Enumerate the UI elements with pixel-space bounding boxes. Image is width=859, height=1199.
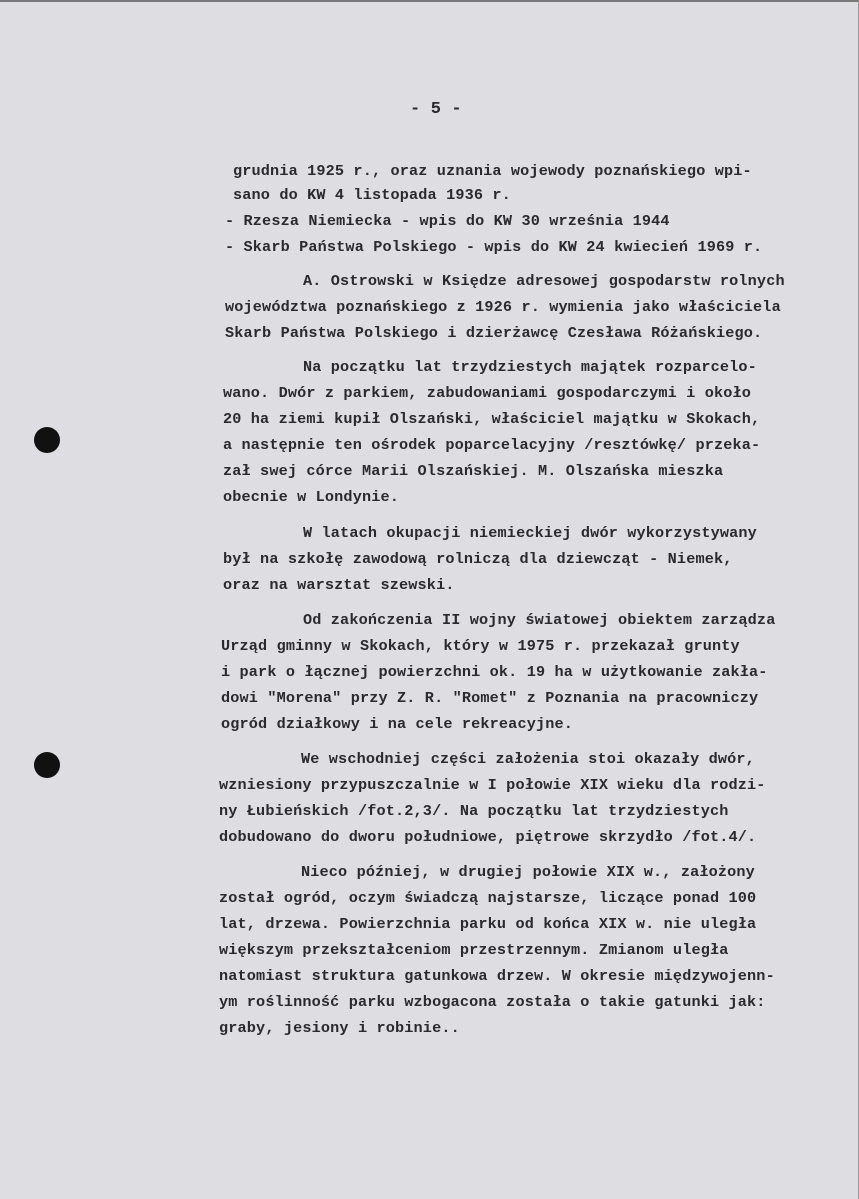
punch-hole: [34, 752, 60, 778]
text-line: lat, drzewa. Powierzchnia parku od końca XIX w. nie uległa: [219, 915, 757, 933]
text-line: W latach okupacji niemieckiej dwór wykorzystywany: [303, 524, 757, 542]
text-line: Na początku lat trzydziestych majątek rozparcelo-: [303, 358, 757, 376]
text-line: Nieco później, w drugiej połowie XIX w., założony: [301, 863, 755, 881]
text-line: zał swej córce Marii Olszańskiej. M. Olszańska mieszka: [223, 462, 724, 480]
text-line: i park o łącznej powierzchni ok. 19 ha w użytkowanie zakła-: [221, 663, 768, 681]
text-line: graby, jesiony i robinie..: [219, 1019, 460, 1037]
page-number: - 5 -: [410, 100, 462, 119]
text-line: a następnie ten ośrodek poparcelacyjny /resztówkę/ przeka-: [223, 436, 761, 454]
text-line: był na szkołę zawodową rolniczą dla dziewcząt - Niemek,: [223, 550, 733, 568]
text-line: większym przekształceniom przestrzennym. Zmianom uległa: [219, 941, 729, 959]
text-line: Od zakończenia II wojny światowej obiektem zarządza: [303, 611, 776, 629]
text-line: - Rzesza Niemiecka - wpis do KW 30 września 1944: [225, 212, 670, 230]
text-line: dowi "Morena" przy Z. R. "Romet" z Poznania na pracowniczy: [221, 689, 759, 707]
text-line: wzniesiony przypuszczalnie w I połowie XIX wieku dla rodzi-: [219, 776, 766, 794]
text-line: grudnia 1925 r., oraz uznania wojewody poznańskiego wpi-: [233, 162, 752, 180]
text-line: województwa poznańskiego z 1926 r. wymienia jako właściciela: [225, 298, 781, 316]
text-line: obecnie w Londynie.: [223, 488, 400, 506]
text-line: We wschodniej części założenia stoi okazały dwór,: [301, 750, 755, 768]
text-line: ym roślinność parku wzbogacona została o takie gatunki jak:: [219, 993, 766, 1011]
text-line: Skarb Państwa Polskiego i dzierżawcę Czesława Różańskiego.: [225, 324, 763, 342]
text-line: natomiast struktura gatunkowa drzew. W okresie międzywojenn-: [219, 967, 775, 985]
text-line: ny Łubieńskich /fot.2,3/. Na początku lat trzydziestych: [219, 802, 729, 820]
text-line: oraz na warsztat szewski.: [223, 576, 455, 594]
text-line: - Skarb Państwa Polskiego - wpis do KW 24 kwiecień 1969 r.: [225, 238, 763, 256]
text-line: A. Ostrowski w Księdze adresowej gospodarstw rolnych: [303, 272, 785, 290]
text-line: dobudowano do dworu południowe, piętrowe skrzydło /fot.4/.: [219, 828, 757, 846]
text-line: wano. Dwór z parkiem, zabudowaniami gospodarczymi i około: [223, 384, 752, 402]
text-line: 20 ha ziemi kupił Olszański, właściciel majątku w Skokach,: [223, 410, 761, 428]
punch-hole: [34, 427, 60, 453]
text-line: Urząd gminny w Skokach, który w 1975 r. przekazał grunty: [221, 637, 740, 655]
text-line: sano do KW 4 listopada 1936 r.: [233, 186, 511, 204]
text-line: został ogród, oczym świadczą najstarsze, liczące ponad 100: [219, 889, 757, 907]
text-line: ogród działkowy i na cele rekreacyjne.: [221, 715, 574, 733]
